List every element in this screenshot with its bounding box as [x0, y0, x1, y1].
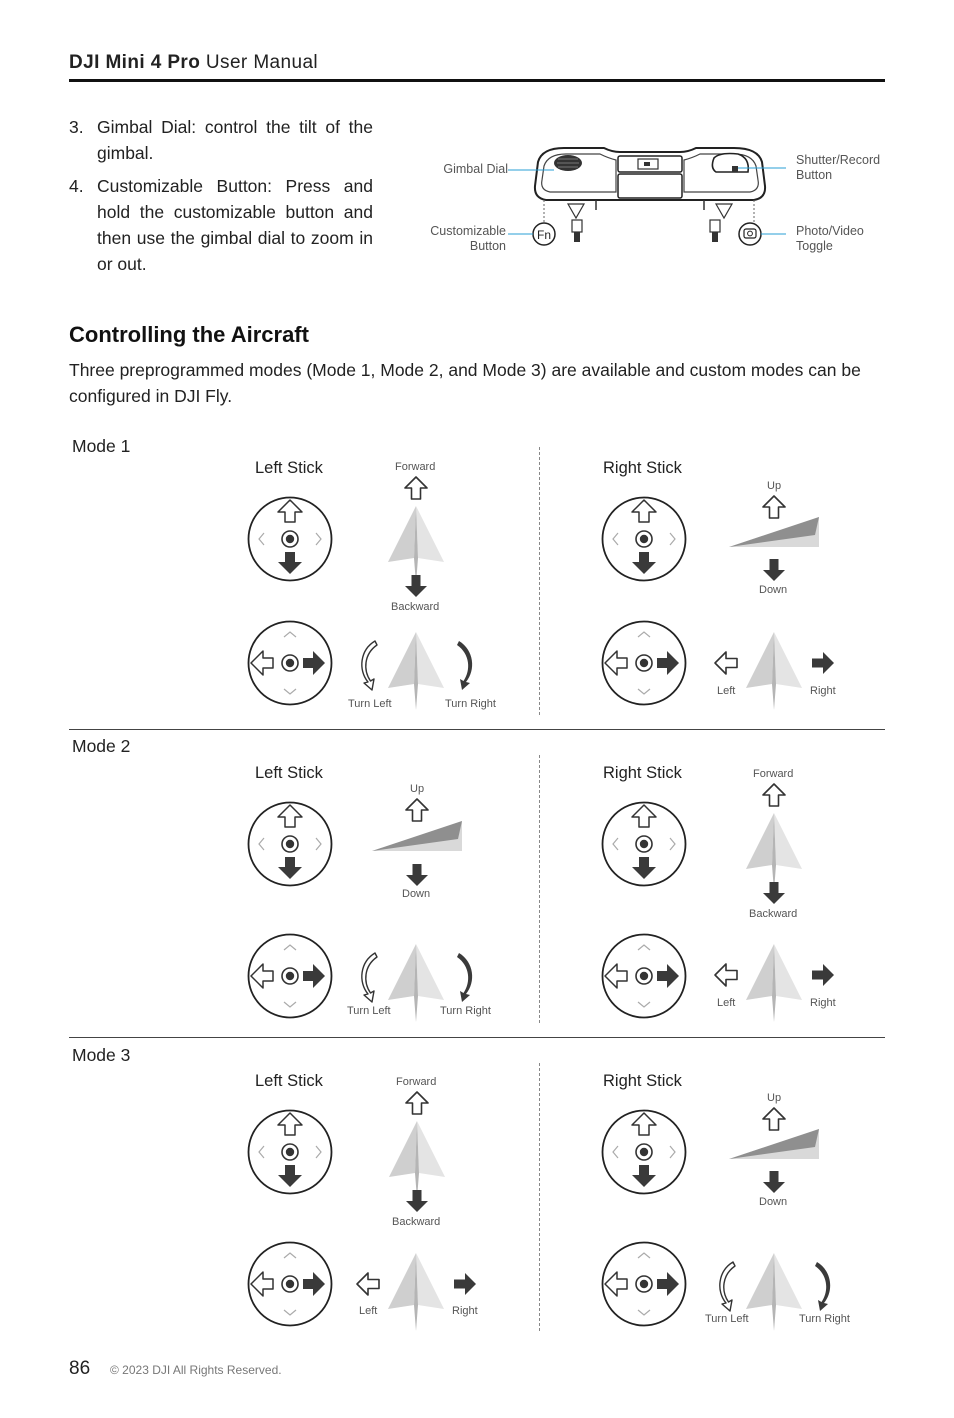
- mode-separator: [69, 729, 885, 730]
- arrow-up-icon: [761, 782, 787, 808]
- mode-3-lv-top-label: Forward: [396, 1076, 437, 1088]
- callout-gimbal-dial: Gimbal Dial: [443, 162, 508, 176]
- callout-customizable: [410, 224, 506, 254]
- list-item: [69, 173, 373, 277]
- mode-1-lh-right-label: Turn Right: [445, 698, 496, 710]
- mode-1-lv-bottom-label: Backward: [391, 601, 440, 613]
- rotate-right-icon: [449, 638, 479, 692]
- remote-controller-illustration: [520, 140, 780, 260]
- arrow-up-icon: [404, 1090, 430, 1116]
- aircraft-icon: [744, 630, 804, 710]
- aircraft-icon: [386, 1251, 446, 1331]
- mode-separator: [69, 1037, 885, 1038]
- mode-1-divider: [539, 447, 540, 715]
- mode-2-rv-bottom-label: Backward: [749, 908, 798, 920]
- callout-line: Button: [796, 168, 833, 182]
- mode-3-divider: [539, 1063, 540, 1331]
- aircraft-icon: [744, 1251, 804, 1331]
- page-number: 86: [69, 1358, 91, 1379]
- arrow-down-icon: [761, 557, 787, 583]
- mode-2-right-stick-vertical: [599, 799, 689, 889]
- mode-2-left-stick-title: Left Stick: [255, 764, 323, 782]
- mode-1-right-stick-vertical: [599, 494, 689, 584]
- list-text: Customizable Button: Press and hold the customizable button and then use the gimbal dial to zoom in or out.: [97, 176, 373, 274]
- arrow-up-icon: [403, 475, 429, 501]
- section-title: Controlling the Aircraft: [69, 322, 309, 347]
- rotate-left-icon: [355, 950, 385, 1004]
- arrow-up-icon: [404, 797, 430, 823]
- list-text: Gimbal Dial: control the tilt of the gimbal.: [97, 117, 373, 163]
- arrow-down-icon: [761, 880, 787, 906]
- aircraft-icon: [744, 942, 804, 1022]
- arrow-down-icon: [761, 1169, 787, 1195]
- mode-1-lh-left-label: Turn Left: [348, 698, 392, 710]
- fn-button-label: Fn: [536, 228, 552, 242]
- page-header: [69, 52, 318, 74]
- mode-3-lh-left-label: Left: [359, 1305, 378, 1317]
- mode-1-lv-top-label: Forward: [395, 461, 436, 473]
- mode-1-right-stick-horizontal: [599, 618, 689, 708]
- callout-shutter-record: [796, 153, 880, 183]
- header-doc: User Manual: [205, 52, 319, 73]
- mode-3-rh-right-label: Turn Right: [799, 1313, 850, 1325]
- mode-3-right-stick-title: Right Stick: [603, 1072, 682, 1090]
- mode-3-rv-bottom-label: Down: [759, 1196, 788, 1208]
- callout-line: Toggle: [796, 239, 833, 253]
- mode-2-right-stick-title: Right Stick: [603, 764, 682, 782]
- aircraft-icon: [386, 630, 446, 710]
- rotate-right-icon: [807, 1259, 837, 1313]
- mode-2-left-stick-horizontal: [245, 931, 335, 1021]
- callout-photo-video: [796, 224, 864, 254]
- list-number: 4.: [69, 176, 84, 196]
- rotate-right-icon: [449, 950, 479, 1004]
- aircraft-icon: [387, 1119, 447, 1199]
- mode-1-title: Mode 1: [72, 436, 131, 456]
- mode-2-title: Mode 2: [72, 736, 131, 756]
- copyright-text: © 2023 DJI All Rights Reserved.: [110, 1363, 282, 1377]
- section-intro: Three preprogrammed modes (Mode 1, Mode 2, and Mode 3) are available and custom modes can be configured in DJI Fly.: [69, 360, 861, 406]
- mode-2-rh-right-label: Right: [810, 997, 836, 1009]
- mode-3-right-stick-vertical: [599, 1107, 689, 1197]
- callout-line: Photo/Video: [796, 224, 864, 238]
- header-rule: [69, 79, 885, 82]
- callout-line: Customizable: [430, 224, 506, 238]
- mode-1-rv-bottom-label: Down: [759, 584, 788, 596]
- mode-3-title: Mode 3: [72, 1045, 131, 1065]
- mode-2-lv-bottom-label: Down: [402, 888, 431, 900]
- mode-3-right-stick-horizontal: [599, 1239, 689, 1329]
- mode-2-lv-top-label: Up: [410, 783, 425, 795]
- arrow-right-icon: [452, 1271, 478, 1297]
- mode-3-rh-left-label: Turn Left: [705, 1313, 749, 1325]
- aircraft-icon: [386, 504, 446, 584]
- aircraft-icon: [386, 942, 446, 1022]
- mode-3-left-stick-title: Left Stick: [255, 1072, 323, 1090]
- mode-2-lh-right-label: Turn Right: [440, 1005, 491, 1017]
- callout-line: Shutter/Record: [796, 153, 881, 167]
- rotate-left-icon: [713, 1259, 743, 1313]
- callout-line: Button: [469, 239, 506, 253]
- aircraft-icon: [744, 811, 804, 891]
- arrow-down-icon: [404, 1188, 430, 1214]
- mode-3-left-stick-vertical: [245, 1107, 335, 1197]
- mode-2-left-stick-vertical: [245, 799, 335, 889]
- mode-3-lv-bottom-label: Backward: [392, 1216, 441, 1228]
- mode-3-lh-right-label: Right: [452, 1305, 478, 1317]
- arrow-left-icon: [355, 1271, 381, 1297]
- climb-wedge-icon: [372, 821, 462, 851]
- mode-1-rv-top-label: Up: [767, 480, 782, 492]
- mode-1-right-stick-title: Right Stick: [603, 459, 682, 477]
- mode-1-rh-right-label: Right: [810, 685, 836, 697]
- arrow-right-icon: [810, 650, 836, 676]
- mode-2-divider: [539, 755, 540, 1023]
- mode-1-left-stick-horizontal: [245, 618, 335, 708]
- controller-feature-list: [69, 114, 373, 284]
- mode-2-right-stick-horizontal: [599, 931, 689, 1021]
- arrow-down-icon: [403, 573, 429, 599]
- list-item: [69, 114, 373, 166]
- mode-2-rv-top-label: Forward: [753, 768, 794, 780]
- mode-1-rh-left-label: Left: [717, 685, 736, 697]
- header-product: DJI Mini 4 Pro: [69, 52, 201, 73]
- arrow-left-icon: [713, 650, 739, 676]
- mode-1-left-stick-vertical: [245, 494, 335, 584]
- arrow-right-icon: [810, 962, 836, 988]
- rotate-left-icon: [355, 638, 385, 692]
- arrow-left-icon: [713, 962, 739, 988]
- mode-3-left-stick-horizontal: [245, 1239, 335, 1329]
- mode-1-left-stick-title: Left Stick: [255, 459, 323, 477]
- arrow-down-icon: [404, 862, 430, 888]
- climb-wedge-icon: [729, 517, 819, 547]
- mode-2-lh-left-label: Turn Left: [347, 1005, 391, 1017]
- climb-wedge-icon: [729, 1129, 819, 1159]
- mode-2-rh-left-label: Left: [717, 997, 736, 1009]
- list-number: 3.: [69, 117, 84, 137]
- mode-3-rv-top-label: Up: [767, 1092, 782, 1104]
